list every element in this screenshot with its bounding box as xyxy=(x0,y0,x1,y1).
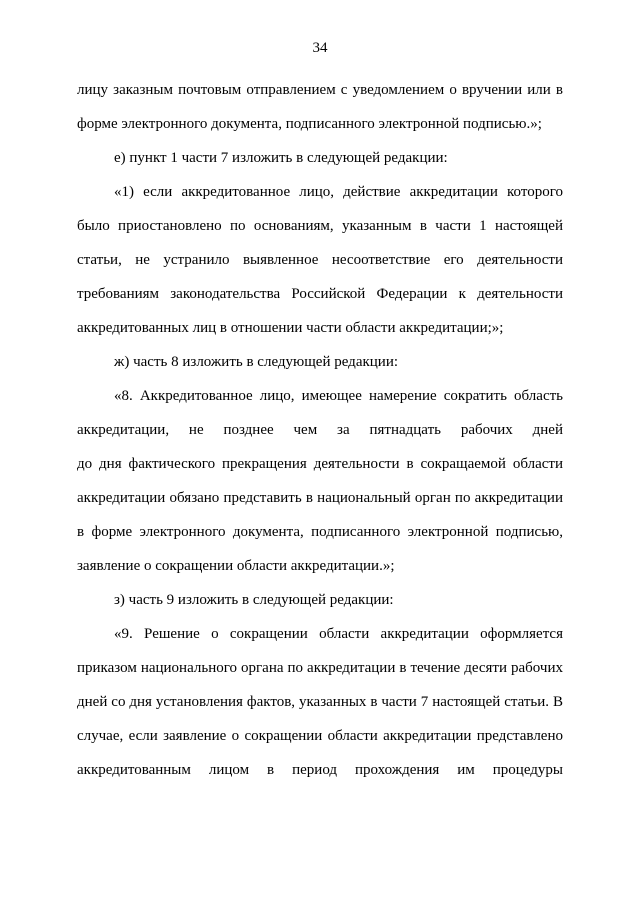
text-line: е) пункт 1 части 7 изложить в следующей редакции: xyxy=(114,150,448,166)
text-line: заявление о сокращении области аккредитации.»; xyxy=(77,558,395,574)
text-line: ж) часть 8 изложить в следующей редакции: xyxy=(114,354,399,370)
text-line: было приостановлено по основаниям, указанным в части 1 настоящей xyxy=(77,218,563,234)
text-line: форме электронного документа, подписанного электронной подписью.»; xyxy=(77,116,542,132)
text-line: аккредитованным лицом в период прохождения им процедуры xyxy=(77,762,563,778)
page-number: 34 xyxy=(312,40,328,56)
text-line: в форме электронного документа, подписанного электронной подписью, xyxy=(77,524,563,540)
text-line: до дня фактического прекращения деятельности в сокращаемой области xyxy=(77,456,563,472)
text-line: «1) если аккредитованное лицо, действие аккредитации которого xyxy=(114,184,563,200)
text-line: «8. Аккредитованное лицо, имеющее намерение сократить область xyxy=(114,388,563,404)
text-line: статьи, не устранило выявленное несоответствие его деятельности xyxy=(77,252,563,268)
text-line: приказом национального органа по аккредитации в течение десяти рабочих xyxy=(77,660,563,676)
text-line: «9. Решение о сокращении области аккредитации оформляется xyxy=(114,626,563,642)
document-body xyxy=(77,73,563,787)
text-line: з) часть 9 изложить в следующей редакции: xyxy=(114,592,394,608)
text-line: требованиям законодательства Российской Федерации к деятельности xyxy=(77,286,563,302)
text-line: случае, если заявление о сокращении области аккредитации представлено xyxy=(77,728,563,744)
text-line: аккредитации, не позднее чем за пятнадцать рабочих дней xyxy=(77,422,563,438)
text-line: аккредитованных лиц в отношении части области аккредитации;»; xyxy=(77,320,504,336)
text-line: лицу заказным почтовым отправлением с уведомлением о вручении или в xyxy=(77,82,563,98)
text-line: дней со дня установления фактов, указанных в части 7 настоящей статьи. В xyxy=(77,694,563,710)
text-line: аккредитации обязано представить в национальный орган по аккредитации xyxy=(77,490,563,506)
